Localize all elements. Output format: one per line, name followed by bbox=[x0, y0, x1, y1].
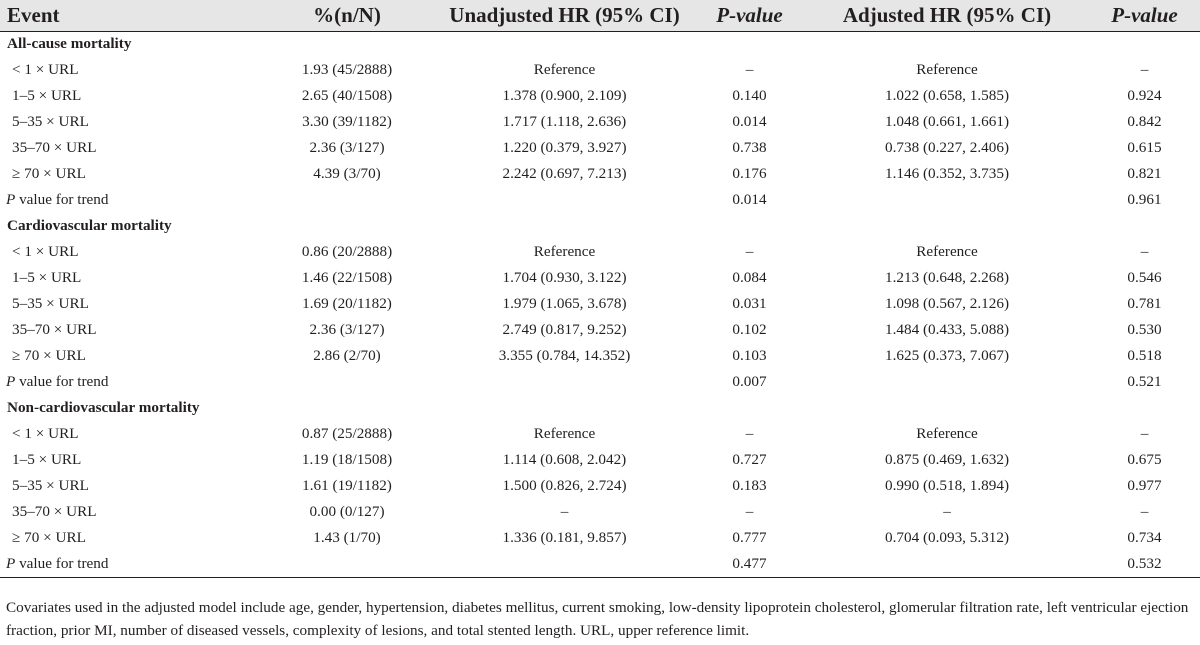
adjusted-hr-cell: 1.625 (0.373, 7.067) bbox=[884, 347, 1010, 364]
section-title: Cardiovascular mortality bbox=[7, 217, 172, 234]
event-cell bbox=[0, 187, 252, 213]
table-row bbox=[0, 57, 1200, 83]
adjusted-hr-cell bbox=[812, 187, 1082, 213]
table-header-row bbox=[0, 0, 1200, 31]
adjusted-hr-cell bbox=[812, 369, 1082, 395]
unadjusted-hr-cell: 1.704 (0.930, 3.122) bbox=[502, 269, 627, 286]
header-percent: %(n/N) bbox=[252, 0, 442, 31]
event-cell: 35–70 × URL bbox=[12, 503, 97, 520]
unadjusted-hr-cell: 1.220 (0.379, 3.927) bbox=[502, 139, 627, 156]
trend-label: value for trend bbox=[15, 373, 109, 390]
trend-label: value for trend bbox=[15, 191, 109, 208]
section-header-row bbox=[0, 395, 1200, 421]
percent-cell: 0.00 (0/127) bbox=[309, 503, 385, 520]
table-row bbox=[0, 265, 1200, 291]
p-value-adjusted-cell: – bbox=[1140, 243, 1149, 260]
p-letter: P bbox=[6, 373, 16, 390]
event-cell: 5–35 × URL bbox=[12, 477, 89, 494]
unadjusted-hr-cell: 1.500 (0.826, 2.724) bbox=[502, 477, 627, 494]
unadjusted-hr-cell: 1.114 (0.608, 2.042) bbox=[502, 451, 627, 468]
event-cell bbox=[0, 551, 252, 577]
p-value-unadjusted-cell: 0.183 bbox=[732, 477, 767, 494]
p-value-unadjusted-cell: – bbox=[745, 503, 754, 520]
table-body bbox=[0, 31, 1200, 577]
adjusted-hr-cell: Reference bbox=[916, 425, 978, 442]
p-value-adjusted-cell: 0.675 bbox=[1127, 451, 1162, 468]
section-title: All-cause mortality bbox=[7, 35, 132, 53]
p-letter: P bbox=[6, 554, 16, 572]
p-value-unadjusted-cell: 0.007 bbox=[732, 373, 767, 390]
unadjusted-hr-cell: 1.336 (0.181, 9.857) bbox=[502, 529, 627, 546]
percent-cell bbox=[252, 551, 442, 577]
p-value-adjusted-cell: 0.532 bbox=[1082, 551, 1200, 577]
table-row bbox=[0, 421, 1200, 447]
percent-cell: 1.43 (1/70) bbox=[313, 529, 381, 546]
unadjusted-hr-cell bbox=[442, 369, 687, 395]
event-cell: < 1 × URL bbox=[12, 425, 79, 442]
event-cell: ≥ 70 × URL bbox=[12, 347, 86, 364]
header-unadjusted-hr: Unadjusted HR (95% CI) bbox=[442, 0, 687, 31]
table-row bbox=[0, 291, 1200, 317]
p-value-adjusted-cell: 0.781 bbox=[1127, 295, 1162, 312]
trend-row bbox=[0, 551, 1200, 577]
p-value-adjusted-cell: 0.842 bbox=[1127, 113, 1162, 130]
unadjusted-hr-cell: Reference bbox=[533, 425, 596, 442]
adjusted-hr-cell: Reference bbox=[916, 243, 978, 260]
event-cell bbox=[0, 369, 252, 395]
p-value-adjusted-cell: 0.615 bbox=[1127, 139, 1162, 156]
adjusted-hr-cell: – bbox=[943, 503, 951, 520]
p-value-unadjusted-cell: 0.031 bbox=[732, 295, 767, 312]
p-value-adjusted-cell: 0.546 bbox=[1127, 269, 1162, 286]
adjusted-hr-cell: 0.738 (0.227, 2.406) bbox=[884, 139, 1010, 156]
p-value-adjusted-cell: – bbox=[1140, 61, 1149, 78]
p-value-adjusted-cell: – bbox=[1140, 503, 1149, 520]
unadjusted-hr-cell: Reference bbox=[533, 61, 596, 78]
p-value-unadjusted-cell: 0.014 bbox=[732, 113, 767, 130]
p-value-unadjusted-cell: 0.103 bbox=[732, 347, 767, 364]
event-cell: ≥ 70 × URL bbox=[12, 529, 86, 546]
header-event: Event bbox=[0, 0, 252, 31]
percent-cell: 3.30 (39/1182) bbox=[302, 113, 392, 130]
adjusted-hr-cell bbox=[812, 551, 1082, 577]
adjusted-hr-cell: 1.146 (0.352, 3.735) bbox=[884, 165, 1010, 182]
section-header-row bbox=[0, 31, 1200, 57]
table-row bbox=[0, 239, 1200, 265]
percent-cell: 2.86 (2/70) bbox=[313, 347, 381, 364]
p-value-unadjusted-cell: 0.102 bbox=[732, 321, 767, 338]
adjusted-hr-cell: 0.704 (0.093, 5.312) bbox=[884, 529, 1010, 546]
table-row bbox=[0, 447, 1200, 473]
p-value-unadjusted-cell: 0.477 bbox=[687, 551, 812, 577]
header-p-value-adjusted: P-value bbox=[1082, 0, 1200, 31]
p-value-adjusted-cell: 0.821 bbox=[1127, 165, 1162, 182]
table-row bbox=[0, 317, 1200, 343]
event-cell: 1–5 × URL bbox=[12, 269, 82, 286]
p-value-unadjusted-cell: 0.777 bbox=[732, 529, 767, 546]
event-cell: < 1 × URL bbox=[12, 243, 79, 260]
unadjusted-hr-cell: 1.378 (0.900, 2.109) bbox=[502, 87, 627, 104]
unadjusted-hr-cell: 1.717 (1.118, 2.636) bbox=[502, 113, 627, 130]
table-row bbox=[0, 135, 1200, 161]
event-cell: 1–5 × URL bbox=[12, 451, 82, 468]
p-value-unadjusted-cell: – bbox=[745, 425, 754, 442]
p-value-adjusted-cell: – bbox=[1140, 425, 1149, 442]
unadjusted-hr-cell: 2.749 (0.817, 9.252) bbox=[502, 321, 627, 338]
adjusted-hr-cell: Reference bbox=[916, 61, 978, 78]
p-value-adjusted-cell: 0.521 bbox=[1127, 373, 1162, 390]
adjusted-hr-cell: 1.484 (0.433, 5.088) bbox=[884, 321, 1010, 338]
unadjusted-hr-cell: – bbox=[560, 503, 569, 520]
percent-cell: 0.86 (20/2888) bbox=[301, 243, 393, 260]
percent-cell: 1.93 (45/2888) bbox=[301, 61, 393, 78]
header-adjusted-hr: Adjusted HR (95% CI) bbox=[812, 0, 1082, 31]
adjusted-hr-cell: 1.213 (0.648, 2.268) bbox=[884, 269, 1010, 286]
trend-row bbox=[0, 369, 1200, 395]
p-value-adjusted-cell: 0.734 bbox=[1127, 529, 1162, 546]
percent-cell: 2.36 (3/127) bbox=[309, 321, 385, 338]
unadjusted-hr-cell: Reference bbox=[533, 243, 596, 260]
event-cell: 5–35 × URL bbox=[12, 295, 89, 312]
percent-cell: 4.39 (3/70) bbox=[313, 165, 381, 182]
table-row bbox=[0, 473, 1200, 499]
adjusted-hr-cell: 1.022 (0.658, 1.585) bbox=[884, 87, 1010, 104]
unadjusted-hr-cell: 1.979 (1.065, 3.678) bbox=[502, 295, 627, 312]
table-row bbox=[0, 525, 1200, 551]
table-row bbox=[0, 83, 1200, 109]
percent-cell: 1.61 (19/1182) bbox=[302, 477, 392, 494]
percent-cell: 1.69 (20/1182) bbox=[302, 295, 392, 312]
p-value-unadjusted-cell: 0.014 bbox=[732, 191, 767, 208]
section-header-row bbox=[0, 213, 1200, 239]
p-letter: P bbox=[6, 191, 16, 208]
table-row bbox=[0, 109, 1200, 135]
adjusted-hr-cell: 1.048 (0.661, 1.661) bbox=[884, 113, 1010, 130]
p-value-unadjusted-cell: – bbox=[745, 61, 754, 78]
adjusted-hr-cell: 1.098 (0.567, 2.126) bbox=[884, 295, 1010, 312]
trend-label: value for trend bbox=[15, 554, 109, 572]
p-value-unadjusted-cell: 0.727 bbox=[732, 451, 767, 468]
percent-cell: 1.46 (22/1508) bbox=[301, 269, 393, 286]
adjusted-hr-cell: 0.990 (0.518, 1.894) bbox=[884, 477, 1010, 494]
unadjusted-hr-cell bbox=[442, 551, 687, 577]
event-cell: 5–35 × URL bbox=[12, 113, 89, 130]
percent-cell: 0.87 (25/2888) bbox=[301, 425, 393, 442]
adjusted-hr-cell: 0.875 (0.469, 1.632) bbox=[884, 451, 1010, 468]
p-value-adjusted-cell: 0.961 bbox=[1127, 191, 1162, 208]
p-value-unadjusted-cell: 0.176 bbox=[732, 165, 767, 182]
header-p-value-unadjusted: P-value bbox=[687, 0, 812, 31]
trend-row bbox=[0, 187, 1200, 213]
p-value-unadjusted-cell: 0.738 bbox=[732, 139, 767, 156]
p-value-unadjusted-cell: 0.084 bbox=[732, 269, 767, 286]
section-title: Non-cardiovascular mortality bbox=[7, 399, 200, 416]
percent-cell: 1.19 (18/1508) bbox=[301, 451, 393, 468]
table-row bbox=[0, 499, 1200, 525]
percent-cell bbox=[252, 369, 442, 395]
unadjusted-hr-cell bbox=[442, 187, 687, 213]
table-row bbox=[0, 343, 1200, 369]
event-cell: < 1 × URL bbox=[12, 61, 79, 78]
unadjusted-hr-cell: 2.242 (0.697, 7.213) bbox=[502, 165, 627, 182]
event-cell: 1–5 × URL bbox=[12, 87, 82, 104]
table-footnote: Covariates used in the adjusted model include age, gender, hypertension, diabetes mellitus, current smoking, low-density lipoprotein cholesterol, glomerular filtration rate, left ventricular ejection fraction, prior MI, number of diseased vessels, complexity of lesions, and total stented length. URL, upper reference limit. bbox=[6, 599, 1189, 639]
p-value-adjusted-cell: 0.977 bbox=[1127, 477, 1162, 494]
percent-cell: 2.65 (40/1508) bbox=[301, 87, 393, 104]
event-cell: 35–70 × URL bbox=[12, 139, 97, 156]
unadjusted-hr-cell: 3.355 (0.784, 14.352) bbox=[498, 347, 631, 364]
p-value-unadjusted-cell: 0.140 bbox=[732, 87, 767, 104]
p-value-adjusted-cell: 0.518 bbox=[1127, 347, 1162, 364]
p-value-unadjusted-cell: – bbox=[745, 243, 754, 260]
p-value-adjusted-cell: 0.924 bbox=[1127, 87, 1162, 104]
percent-cell: 2.36 (3/127) bbox=[309, 139, 385, 156]
event-cell: ≥ 70 × URL bbox=[12, 165, 86, 182]
event-cell: 35–70 × URL bbox=[12, 321, 97, 338]
percent-cell bbox=[252, 187, 442, 213]
p-value-adjusted-cell: 0.530 bbox=[1127, 321, 1162, 338]
table-row bbox=[0, 161, 1200, 187]
